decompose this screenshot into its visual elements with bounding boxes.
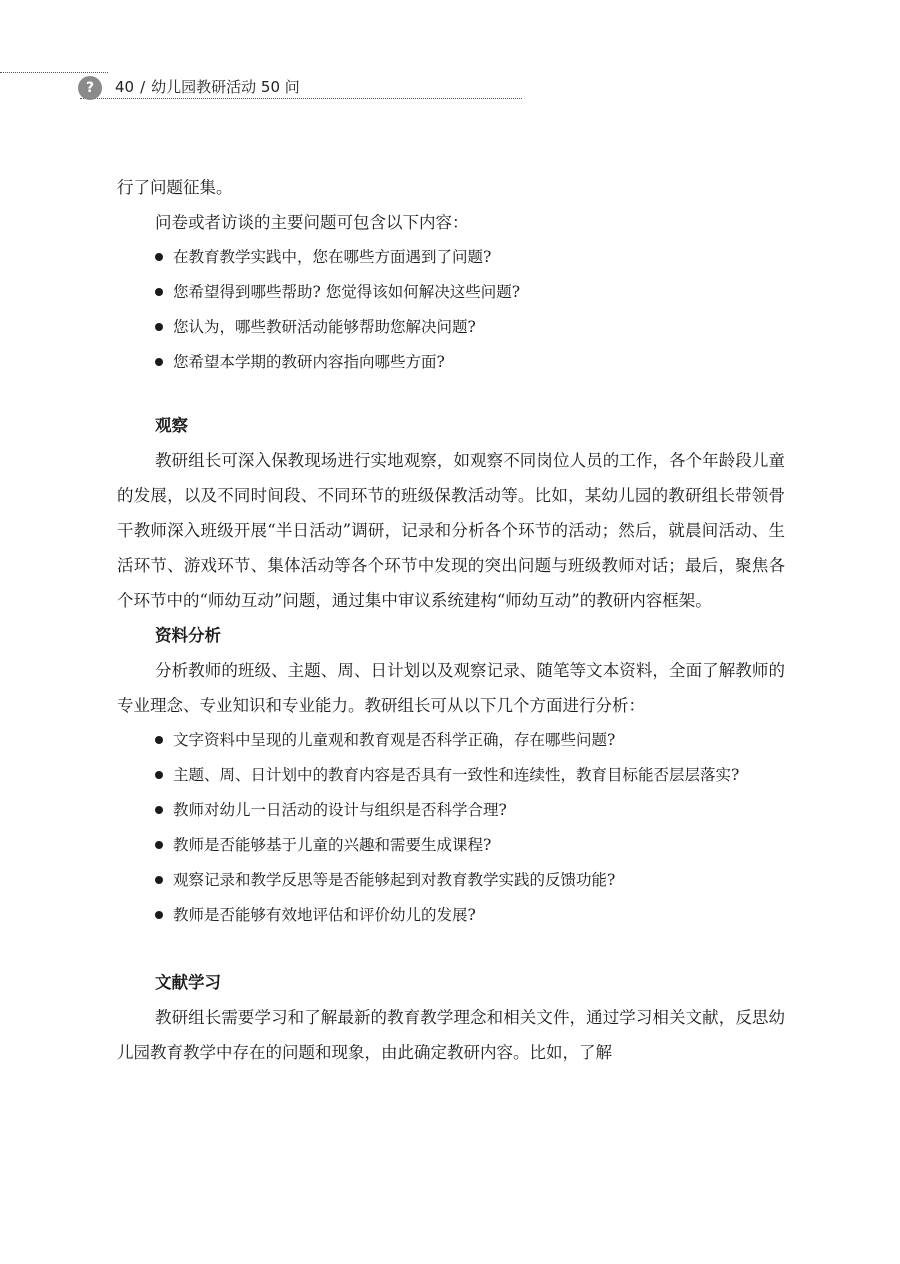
header-bottom-divider	[80, 98, 522, 99]
bullet-icon	[155, 358, 163, 366]
bullet-icon	[155, 841, 163, 849]
list-item-text: 您希望本学期的教研内容指向哪些方面?	[173, 353, 445, 371]
list-item-text: 在教育教学实践中，您在哪些方面遇到了问题?	[173, 248, 492, 266]
list-item	[117, 723, 785, 758]
section-heading-observation: 观察	[155, 416, 188, 435]
bullet-icon	[155, 911, 163, 919]
list-item	[117, 863, 785, 898]
running-header	[0, 70, 525, 100]
intro-continuation: 行了问题征集。	[117, 178, 233, 197]
question-mark-icon: ?	[78, 76, 102, 100]
list-item-text: 教师是否能够基于儿童的兴趣和需要生成课程?	[173, 836, 492, 854]
list-item-text: 观察记录和教学反思等是否能够起到对教育教学实践的反馈功能?	[173, 871, 616, 889]
list-item-text: 教师是否能够有效地评估和评价幼儿的发展?	[173, 906, 476, 924]
header-separator: /	[140, 78, 146, 96]
list-item-text: 文字资料中呈现的儿童观和教育观是否科学正确，存在哪些问题?	[173, 731, 616, 749]
section-heading-literature: 文献学习	[155, 973, 221, 992]
list-item	[117, 345, 785, 380]
list-item-text: 您认为，哪些教研活动能够帮助您解决问题?	[173, 318, 476, 336]
list-item	[117, 275, 785, 310]
bullet-icon	[155, 736, 163, 744]
list-item	[117, 240, 785, 275]
list-item	[117, 758, 785, 793]
bullet-icon	[155, 876, 163, 884]
literature-paragraph: 教研组长需要学习和了解最新的教育教学理念和相关文件，通过学习相关文献，反思幼儿园教育教学中存在的问题和现象，由此确定教研内容。比如，了解	[117, 1008, 785, 1062]
list-item	[117, 898, 785, 933]
list-item-text: 教师对幼儿一日活动的设计与组织是否科学合理?	[173, 801, 507, 819]
survey-question-list	[117, 240, 785, 380]
analysis-question-list	[117, 723, 785, 933]
header-top-divider	[0, 72, 108, 73]
bullet-icon	[155, 806, 163, 814]
bullet-icon	[155, 771, 163, 779]
page-body	[117, 170, 785, 1070]
analysis-paragraph: 分析教师的班级、主题、周、日计划以及观察记录、随笔等文本资料，全面了解教师的专业理念、专业知识和专业能力。教研组长可从以下几个方面进行分析：	[117, 661, 785, 715]
list-item	[117, 310, 785, 345]
bullet-icon	[155, 323, 163, 331]
page-number: 40	[115, 78, 135, 96]
section-heading-analysis: 资料分析	[155, 626, 221, 645]
list-item-text: 您希望得到哪些帮助? 您觉得该如何解决这些问题?	[173, 283, 521, 301]
list-item	[117, 793, 785, 828]
list-item	[117, 828, 785, 863]
list-item-text: 主题、周、日计划中的教育内容是否具有一致性和连续性，教育目标能否层层落实?	[173, 766, 740, 784]
observation-paragraph: 教研组长可深入保教现场进行实地观察，如观察不同岗位人员的工作，各个年龄段儿童的发展，以及不同时间段、不同环节的班级保教活动等。比如，某幼儿园的教研组长带领骨干教师深入班级开展“半日活动”调研，记录和分析各个环节的活动；然后，就晨间活动、生活环节、游戏环节、集体活动等各个环节中发现的突出问题与班级教师对话；最后，聚焦各个环节中的“师幼互动”问题，通过集中审议系统建构“师幼互动”的教研内容框架。	[117, 451, 785, 610]
book-title: 幼儿园教研活动 50 问	[151, 78, 300, 96]
bullet-icon	[155, 288, 163, 296]
header-text	[115, 76, 300, 97]
survey-lead: 问卷或者访谈的主要问题可包含以下内容：	[155, 213, 469, 232]
bullet-icon	[155, 253, 163, 261]
